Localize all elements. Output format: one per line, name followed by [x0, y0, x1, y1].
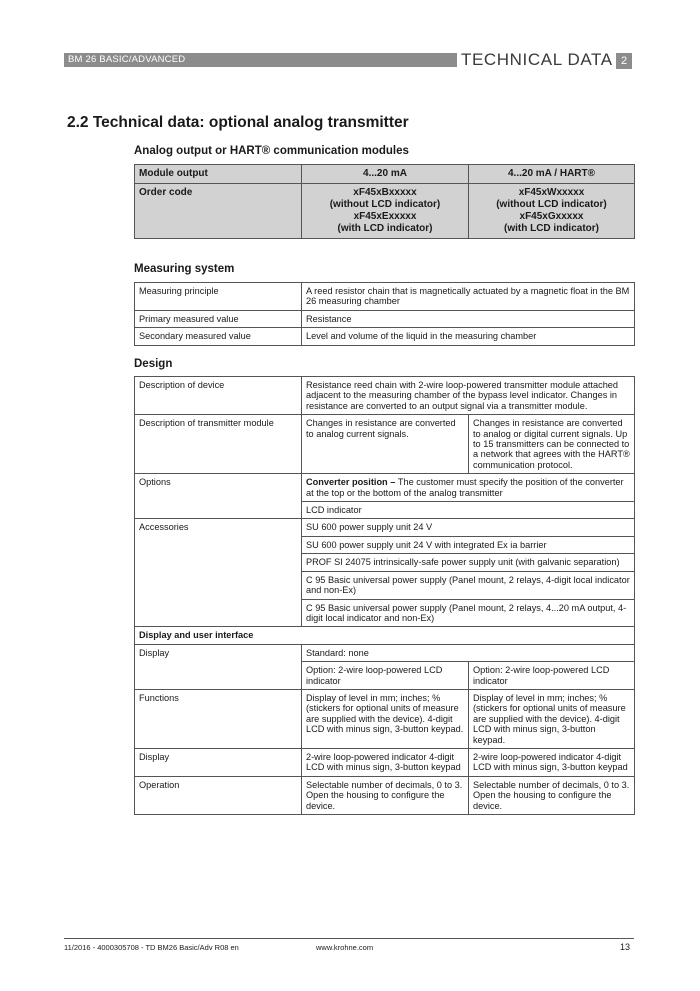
display-ui-heading: Display and user interface: [135, 627, 635, 644]
table-row: [135, 328, 635, 345]
order-code-line: xF45xExxxxx: [353, 211, 417, 222]
row-label: Primary measured value: [135, 310, 302, 327]
header-chapter-number: 2: [616, 53, 632, 69]
row-label: Display: [135, 644, 302, 689]
footer-page-number: 13: [620, 942, 631, 952]
row-label: Options: [135, 474, 302, 519]
design-heading: Design: [134, 358, 173, 370]
row-value: [302, 474, 635, 502]
row-label: Measuring principle: [135, 283, 302, 311]
header-chapter-title: TECHNICAL DATA: [457, 49, 617, 71]
table-row: [135, 184, 635, 239]
measuring-system-heading: Measuring system: [134, 263, 235, 275]
row-value: Level and volume of the liquid in the measuring chamber: [302, 328, 635, 345]
row-value: SU 600 power supply unit 24 V: [302, 519, 635, 536]
module-output-col1: 4...20 mA: [302, 165, 469, 184]
order-code-col2: [469, 184, 635, 239]
row-value: Display of level in mm; inches; % (stickers for optional units of measure are supplied with the device). 4-digit LCD with minus sign, 3-button keypad.: [302, 689, 469, 748]
section-title: 2.2 Technical data: optional analog transmitter: [67, 114, 409, 131]
row-label: Operation: [135, 776, 302, 814]
row-value: Option: 2-wire loop-powered LCD indicator: [302, 662, 469, 690]
table-row: [135, 165, 635, 184]
row-value: Display of level in mm; inches; % (stickers for optional units of measure are supplied with the device). 4-digit LCD with minus sign, 3-button keypad.: [469, 689, 635, 748]
module-output-col2: 4...20 mA / HART®: [469, 165, 635, 184]
row-value: C 95 Basic universal power supply (Panel mount, 2 relays, 4...20 mA output, 4-digit local indicator and non-Ex): [302, 599, 635, 627]
row-label: Display: [135, 748, 302, 776]
row-value: Changes in resistance are converted to analog current signals.: [302, 415, 469, 474]
analog-output-heading: Analog output or HART® communication modules: [134, 145, 409, 157]
analog-output-table: [134, 164, 635, 239]
table-row: [135, 310, 635, 327]
table-row: [135, 474, 635, 502]
order-code-line: xF45xGxxxxx: [519, 211, 584, 222]
row-label: Accessories: [135, 519, 302, 627]
table-row: [135, 689, 635, 748]
row-value: Resistance: [302, 310, 635, 327]
order-code-label: Order code: [135, 184, 302, 239]
design-table: [134, 376, 635, 815]
row-value: 2-wire loop-powered indicator 4-digit LCD with minus sign, 3-button keypad: [469, 748, 635, 776]
option-bold-prefix: Converter position –: [306, 477, 398, 488]
row-label: Functions: [135, 689, 302, 748]
order-code-line: (without LCD indicator): [496, 199, 607, 210]
row-value: Option: 2-wire loop-powered LCD indicator: [469, 662, 635, 690]
table-row: [135, 748, 635, 776]
footer-document-id: 11/2016 - 4000305708 - TD BM26 Basic/Adv R08 en: [64, 943, 239, 952]
row-value: 2-wire loop-powered indicator 4-digit LCD with minus sign, 3-button keypad: [302, 748, 469, 776]
table-row: [135, 377, 635, 415]
module-output-label: Module output: [135, 165, 302, 184]
row-value: SU 600 power supply unit 24 V with integrated Ex ia barrier: [302, 536, 635, 553]
measuring-system-table: [134, 282, 635, 346]
row-value: Selectable number of decimals, 0 to 3. Open the housing to configure the device.: [302, 776, 469, 814]
table-row: [135, 519, 635, 536]
row-value: Resistance reed chain with 2-wire loop-powered transmitter module attached adjacent to the measuring chamber of the bypass level indicator. Changes in resistance are converted to an output signal via a transmitter module.: [302, 377, 635, 415]
table-row: [135, 627, 635, 644]
order-code-line: (without LCD indicator): [329, 199, 441, 210]
row-value: PROF SI 24075 intrinsically-safe power supply unit (with galvanic separation): [302, 554, 635, 571]
order-code-line: xF45xBxxxxx: [353, 187, 417, 198]
row-label: Secondary measured value: [135, 328, 302, 345]
footer-divider: [64, 938, 634, 939]
row-value: A reed resistor chain that is magnetically actuated by a magnetic float in the BM 26 measuring chamber: [302, 283, 635, 311]
row-value: C 95 Basic universal power supply (Panel mount, 2 relays, 4-digit local indicator and non-Ex): [302, 571, 635, 599]
header-product-name: BM 26 BASIC/ADVANCED: [68, 54, 186, 65]
row-value: Selectable number of decimals, 0 to 3. Open the housing to configure the device.: [469, 776, 635, 814]
order-code-line: (with LCD indicator): [504, 223, 599, 234]
row-value: Standard: none: [302, 644, 635, 661]
option-text: The customer must specify the position of the converter at the top or the bottom of the analog transmitter: [306, 477, 624, 498]
table-row: [135, 415, 635, 474]
row-label: Description of transmitter module: [135, 415, 302, 474]
order-code-line: xF45xWxxxxx: [518, 187, 585, 198]
table-row: [135, 283, 635, 311]
row-label: Description of device: [135, 377, 302, 415]
row-value: Changes in resistance are converted to analog or digital current signals. Up to 15 transmitters can be connected to a network that agrees with the HART® communication protocol.: [469, 415, 635, 474]
row-value: LCD indicator: [302, 502, 635, 519]
order-code-col1: [302, 184, 469, 239]
footer-website-link[interactable]: www.krohne.com: [316, 943, 374, 952]
order-code-line: (with LCD indicator): [337, 223, 433, 234]
table-row: [135, 644, 635, 661]
table-row: [135, 776, 635, 814]
